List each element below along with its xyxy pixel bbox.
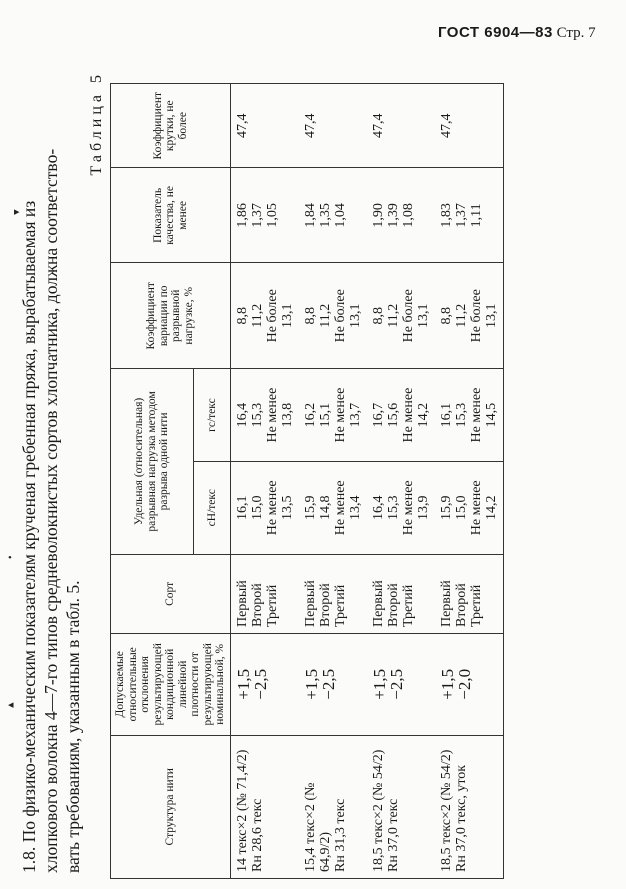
grade-cell-value: Первый [370, 580, 386, 628]
scan-mark: ▸ [14, 206, 20, 218]
grade-cell-value: Второй [249, 583, 265, 628]
gs-cell-value: 15,3 [453, 402, 469, 428]
deviation-cell-value: +1,5 [369, 668, 389, 700]
cn-cell-value: 15,9 [438, 495, 454, 521]
variation-cell-value: 11,2 [385, 303, 401, 328]
gs-cell [367, 369, 435, 462]
cn-cell-value: 15,9 [302, 495, 318, 521]
col-cn: сН/текс [194, 461, 230, 554]
gs-cell-value: 14,2 [415, 402, 431, 428]
cn-cell-value: 16,1 [234, 495, 250, 521]
gs-cell [299, 369, 367, 462]
twist-cell-value: 47,4 [234, 113, 250, 138]
gs-cell-value: 15,3 [249, 402, 265, 428]
quality-cell-value: 1,37 [453, 203, 469, 228]
gs-cell-value: Не менее [332, 387, 348, 443]
quality-cell-value: 1,11 [468, 203, 484, 228]
structure-cell [230, 735, 299, 878]
gs-cell-value: 13,8 [279, 402, 295, 428]
scan-mark: • [8, 552, 12, 564]
table-row [230, 84, 299, 879]
gost-number: ГОСТ 6904—83 [438, 24, 553, 41]
structure-cell-value: 14 текс×2 (№ 71,4/2) [234, 749, 250, 872]
variation-cell-value: 11,2 [249, 303, 265, 328]
grade-cell [435, 554, 504, 633]
cn-cell-value: Не менее [468, 480, 484, 536]
grade-cell-value: Третий [400, 584, 416, 628]
deviation-cell-value: +1,5 [437, 668, 457, 700]
table-caption: Таблица 5 [88, 71, 105, 176]
cn-cell [230, 461, 299, 554]
cn-cell [299, 461, 367, 554]
gs-cell-value: 16,7 [370, 402, 386, 428]
gs-cell-value: 15,6 [385, 402, 401, 428]
structure-cell-value: Rн 37,0 текс, уток [453, 764, 469, 872]
deviation-cell-value: +1,5 [301, 668, 321, 700]
quality-cell [299, 168, 367, 263]
structure-cell-value: 18,5 текс×2 (№ 54/2) [370, 749, 386, 872]
deviation-cell [230, 634, 299, 736]
gs-cell-value: 16,4 [234, 402, 250, 428]
page-number: Стр. 7 [556, 25, 596, 41]
intro-line: 1.8. По физико-механическим показателям крученая гребенная пряжа, вырабатываемая из [19, 200, 39, 873]
gs-cell-value: 16,2 [302, 402, 318, 428]
scan-mark: ◂ [8, 699, 14, 711]
structure-cell-value: Rн 28,6 текс [249, 798, 265, 872]
cn-cell-value: 15,0 [249, 495, 265, 521]
structure-cell-value: Rн 31,3 текс [332, 798, 348, 872]
cn-cell-value: 15,0 [453, 495, 469, 521]
grade-cell-value: Второй [317, 583, 333, 628]
deviation-cell-value: +1,5 [233, 668, 253, 700]
gs-cell-value: 14,5 [483, 402, 499, 428]
col-gs: гс/текс [194, 369, 230, 462]
cn-cell-value: Не менее [264, 480, 280, 536]
grade-cell-value: Третий [264, 584, 280, 628]
variation-cell-value: 13,1 [279, 303, 295, 329]
variation-cell-value: 11,2 [317, 303, 333, 328]
rotated-page-content [18, 65, 578, 885]
gs-cell-value: Не менее [400, 387, 416, 443]
col-quality: Показатель качества, не менее [111, 168, 231, 263]
deviation-cell [367, 634, 435, 736]
variation-cell-value: Не более [400, 289, 416, 343]
cn-cell-value: 16,4 [370, 495, 386, 521]
gs-cell [230, 369, 299, 462]
cn-cell-value: 13,9 [415, 495, 431, 521]
grade-cell-value: Второй [385, 583, 401, 628]
col-structure: Структура нити [111, 735, 231, 878]
cn-cell-value: 15,3 [385, 495, 401, 521]
quality-cell [435, 168, 504, 263]
cn-cell-value: 14,2 [483, 495, 499, 521]
twist-cell-value: 47,4 [370, 113, 386, 138]
quality-cell-value: 1,35 [317, 203, 333, 228]
structure-cell [299, 735, 367, 878]
variation-cell-value: Не более [468, 289, 484, 343]
variation-cell [367, 263, 435, 369]
structure-cell [435, 735, 504, 878]
grade-cell [299, 554, 367, 633]
variation-cell-value: 8,8 [438, 307, 454, 325]
intro-line: вать требованиям, указанным в табл. 5. [63, 580, 83, 873]
deviation-cell-value: −2,5 [318, 668, 338, 700]
structure-cell-value: 15,4 текс×2 (№ 64,9/2) [302, 782, 333, 872]
gs-cell-value: Не менее [468, 387, 484, 443]
quality-cell [230, 168, 299, 263]
quality-cell-value: 1,08 [400, 203, 416, 228]
quality-cell-value: 1,83 [438, 203, 454, 228]
twist-cell [299, 84, 367, 168]
col-twist: Коэффициент крутки, не более [111, 84, 231, 168]
col-grade: Сорт [111, 554, 231, 633]
grade-cell-value: Первый [302, 580, 318, 628]
grade-cell-value: Третий [332, 584, 348, 628]
cn-cell [367, 461, 435, 554]
page-header [438, 24, 598, 42]
structure-cell-value: 18,5 текс×2 (№ 54/2) [438, 749, 454, 872]
grade-cell [367, 554, 435, 633]
structure-cell [367, 735, 435, 878]
cn-cell-value: Не менее [400, 480, 416, 536]
grade-cell [230, 554, 299, 633]
variation-cell-value: 8,8 [370, 307, 386, 325]
table-row [367, 84, 435, 879]
grade-cell-value: Третий [468, 584, 484, 628]
spec-table [110, 83, 504, 879]
variation-cell-value: 8,8 [302, 307, 318, 325]
variation-cell-value: 13,1 [483, 303, 499, 329]
intro-paragraph [18, 73, 84, 873]
grade-cell-value: Второй [453, 583, 469, 628]
col-strength-group: Удельная (относительная) разрывная нагрузка методом разрыва одной нити [111, 369, 194, 554]
quality-cell-value: 1,84 [302, 203, 318, 228]
gs-cell-value: 16,1 [438, 402, 454, 428]
variation-cell [230, 263, 299, 369]
deviation-cell-value: −2,5 [386, 668, 406, 700]
variation-cell-value: 11,2 [453, 303, 469, 328]
quality-cell-value: 1,90 [370, 203, 386, 228]
variation-cell-value: 13,1 [347, 303, 363, 329]
quality-cell-value: 1,86 [234, 203, 250, 228]
gs-cell-value: 13,7 [347, 402, 363, 428]
twist-cell [435, 84, 504, 168]
cn-cell-value: 13,5 [279, 495, 295, 521]
deviation-cell [435, 634, 504, 736]
table-row [299, 84, 367, 879]
quality-cell-value: 1,37 [249, 203, 265, 228]
grade-cell-value: Первый [438, 580, 454, 628]
quality-cell-value: 1,39 [385, 203, 401, 228]
variation-cell-value: 8,8 [234, 307, 250, 325]
twist-cell-value: 47,4 [302, 113, 318, 138]
table-row [435, 84, 504, 879]
quality-cell [367, 168, 435, 263]
col-variation: Коэффициент вариации по разрывной нагрузке, % [111, 263, 231, 369]
cn-cell [435, 461, 504, 554]
grade-cell-value: Первый [234, 580, 250, 628]
cn-cell-value: 13,4 [347, 495, 363, 521]
deviation-cell-value: −2,0 [454, 668, 474, 700]
twist-cell [230, 84, 299, 168]
variation-cell-value: Не более [332, 289, 348, 343]
variation-cell [299, 263, 367, 369]
variation-cell-value: Не более [264, 289, 280, 343]
gs-cell [435, 369, 504, 462]
cn-cell-value: Не менее [332, 480, 348, 536]
intro-line: хлопкового волокна 4—7-го типов средневолокнистых сортов хлопчатника, должна соответство- [41, 148, 61, 873]
twist-cell [367, 84, 435, 168]
deviation-cell [299, 634, 367, 736]
gs-cell-value: Не менее [264, 387, 280, 443]
variation-cell [435, 263, 504, 369]
structure-cell-value: Rн 37,0 текс [385, 798, 401, 872]
col-deviation: Допускаемые относительные отклонения результирующей кондиционной линейной плотности от результирующей номинальной, % [111, 634, 231, 736]
cn-cell-value: 14,8 [317, 495, 333, 521]
twist-cell-value: 47,4 [438, 113, 454, 138]
quality-cell-value: 1,04 [332, 203, 348, 228]
quality-cell-value: 1,05 [264, 203, 280, 228]
variation-cell-value: 13,1 [415, 303, 431, 329]
deviation-cell-value: −2,5 [250, 668, 270, 700]
gs-cell-value: 15,1 [317, 402, 333, 428]
